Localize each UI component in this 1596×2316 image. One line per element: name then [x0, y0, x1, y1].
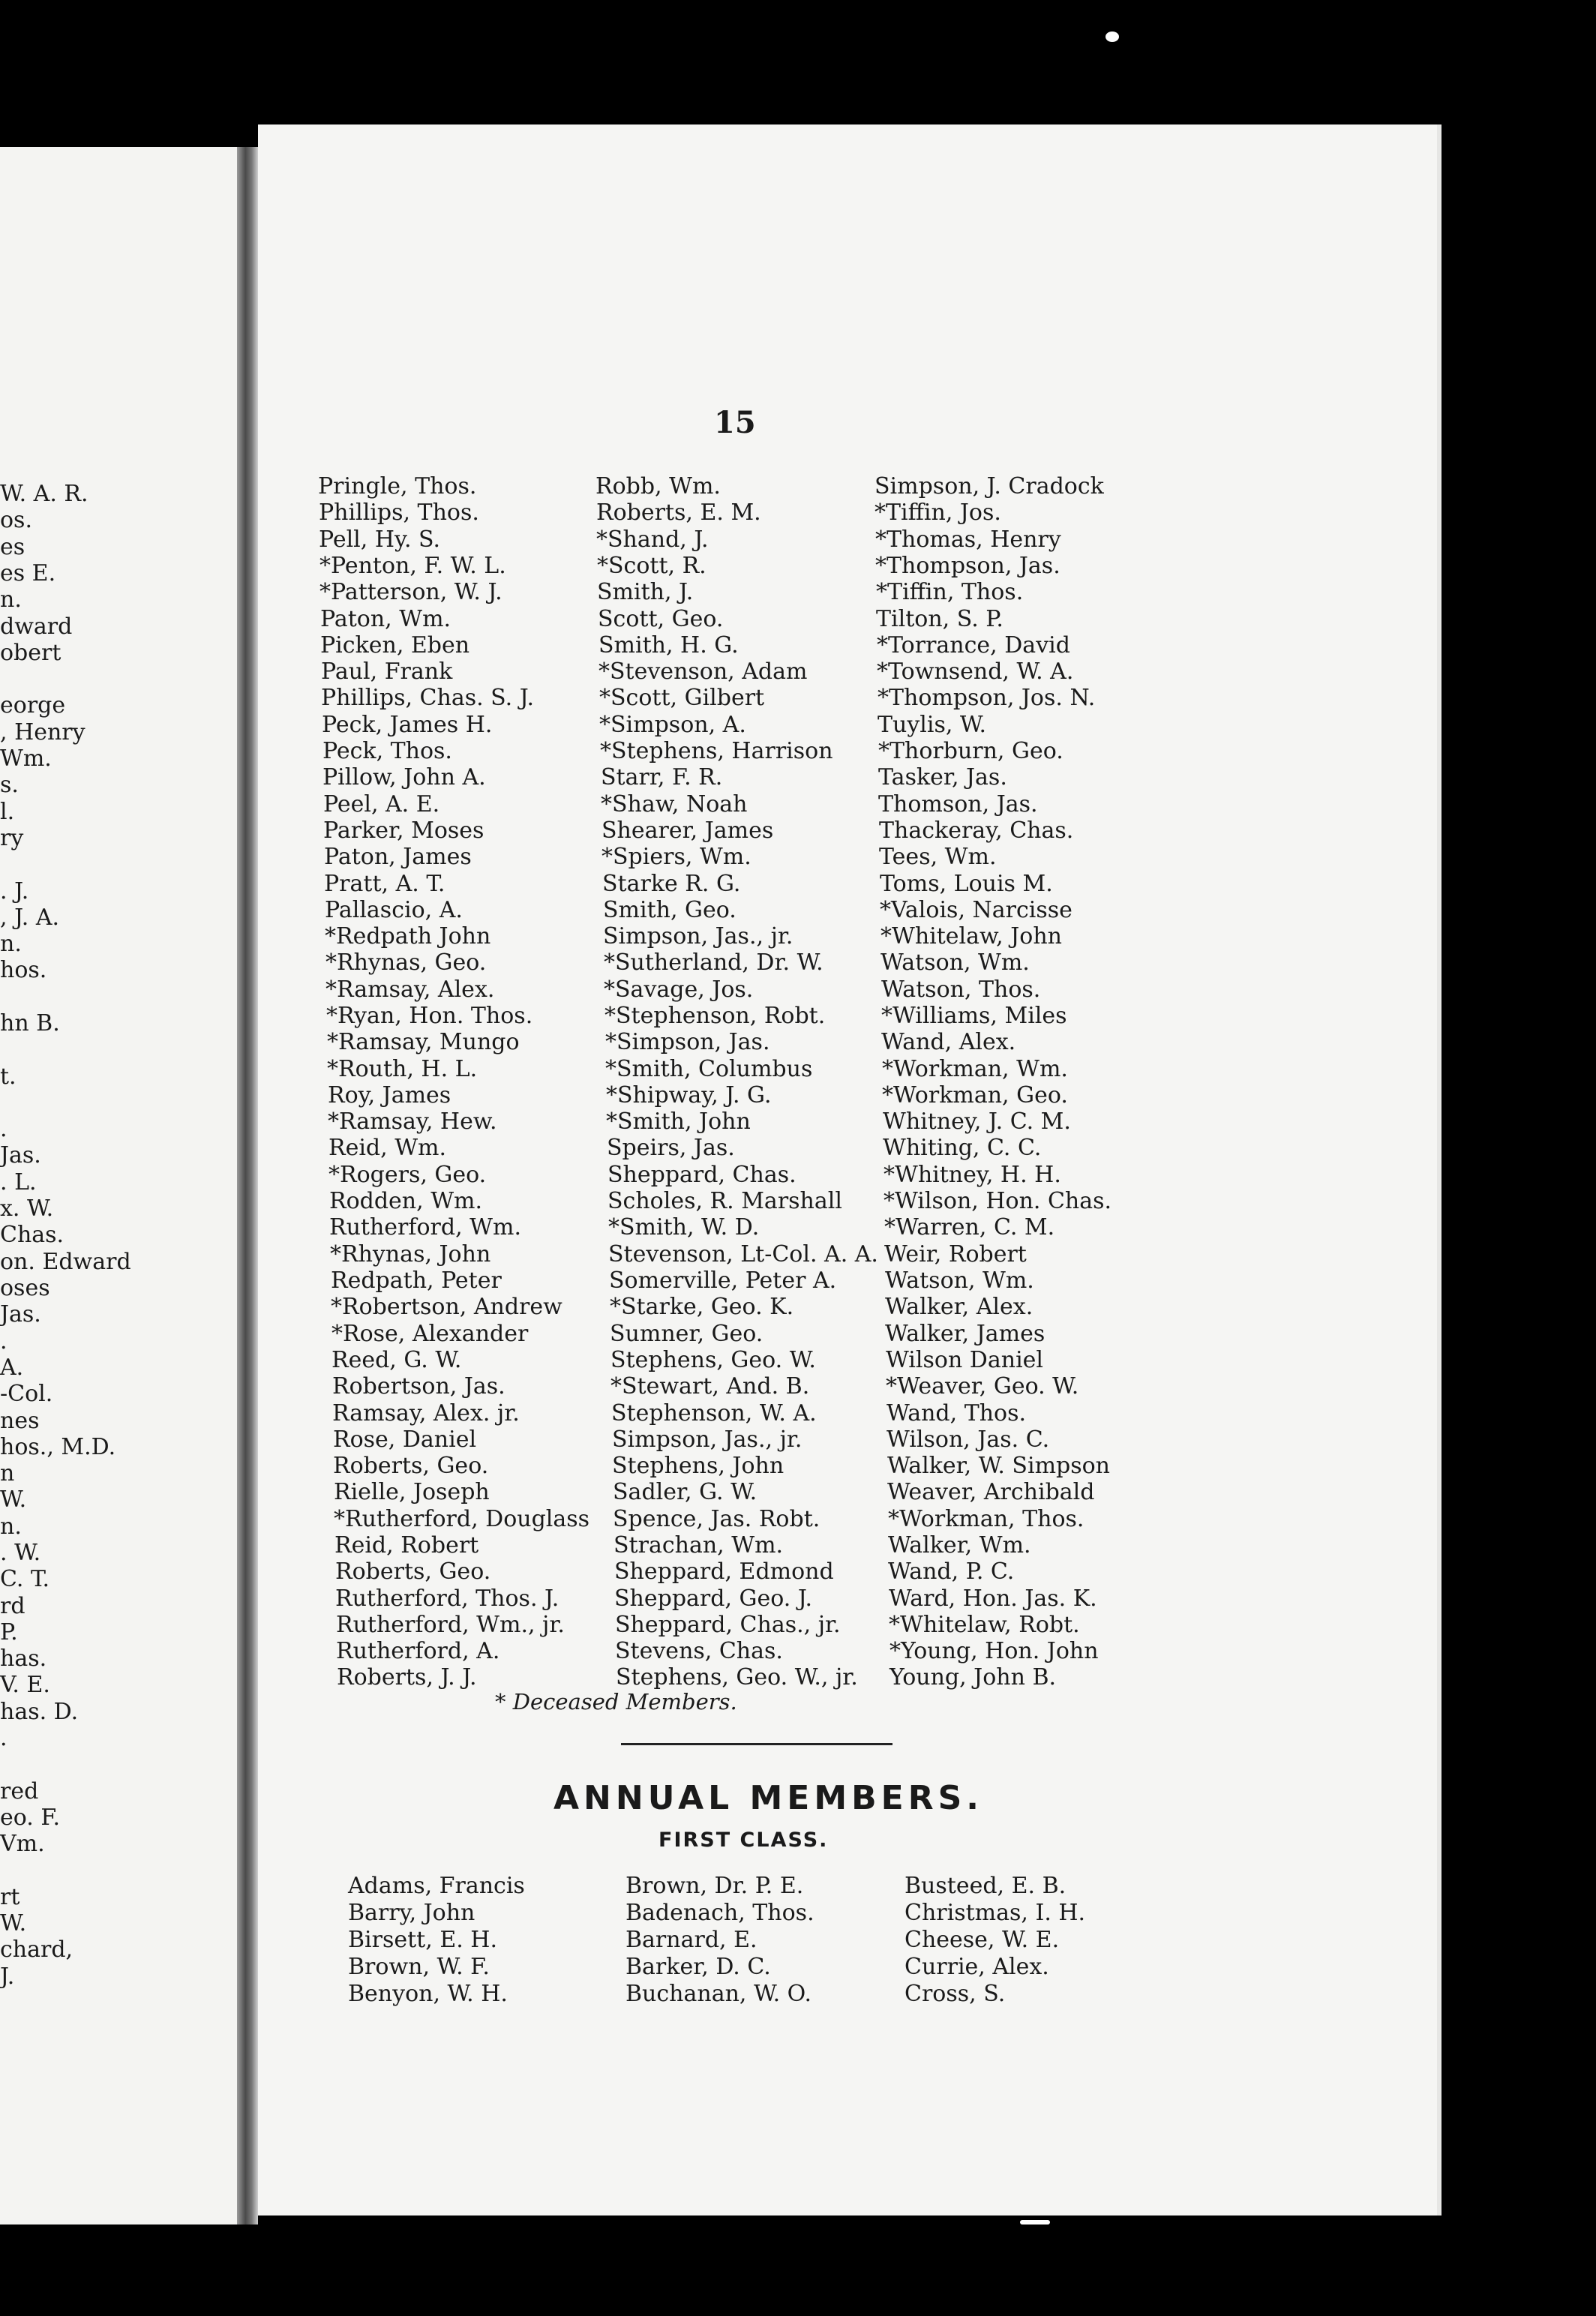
left-page-fragment: red — [0, 1778, 39, 1804]
left-page-fragment: -Col. — [0, 1381, 53, 1407]
member-entry: Smith, J. — [597, 579, 694, 605]
annual-member-entry: Benyon, W. H. — [348, 1981, 508, 2007]
member-entry: *Townsend, W. A. — [877, 658, 1074, 685]
member-entry: Stephenson, W. A. — [611, 1400, 817, 1426]
member-entry: *Simpson, Jas. — [605, 1029, 770, 1055]
left-page-fragment: J. — [0, 1964, 15, 1990]
member-entry: *Penton, F. W. L. — [320, 553, 506, 579]
member-entry: Parker, Moses — [323, 818, 484, 844]
member-entry: Rutherford, Wm., jr. — [336, 1612, 565, 1638]
left-page-fragment: eorge — [0, 692, 66, 718]
member-entry: *Ramsay, Mungo — [327, 1029, 520, 1055]
right-page — [258, 124, 1437, 2216]
left-page-fragment: n. — [0, 586, 22, 613]
member-entry: Shearer, James — [602, 818, 774, 844]
member-entry: Reid, Wm. — [328, 1135, 447, 1161]
deceased-note: * Deceased Members. — [495, 1689, 737, 1714]
member-entry: *Weaver, Geo. W. — [886, 1373, 1079, 1400]
left-page-fragment: . — [0, 1328, 8, 1354]
left-page-fragment: W. — [0, 1910, 27, 1936]
member-entry: Spence, Jas. Robt. — [613, 1506, 820, 1532]
left-page-fragment: rd — [0, 1593, 26, 1619]
left-page-fragment: oses — [0, 1275, 50, 1301]
page-number: 15 — [714, 405, 756, 440]
left-page — [0, 147, 242, 2224]
member-entry: Smith, Geo. — [603, 897, 736, 923]
member-entry: Whiting, C. C. — [883, 1135, 1042, 1161]
member-entry: Stevenson, Lt-Col. A. A. — [608, 1241, 878, 1268]
member-entry: *Rhynas, John — [330, 1241, 491, 1268]
member-entry: Wand, Alex. — [881, 1029, 1016, 1055]
member-entry: Wand, Thos. — [886, 1400, 1027, 1426]
member-entry: *Torrance, David — [877, 632, 1070, 658]
member-entry: *Workman, Geo. — [882, 1082, 1068, 1108]
member-entry: *Scott, R. — [597, 553, 706, 579]
left-page-fragment: A. — [0, 1354, 24, 1381]
member-entry: Sadler, G. W. — [613, 1479, 758, 1505]
member-entry: Peck, James H. — [322, 712, 493, 738]
member-entry: Wand, P. C. — [888, 1558, 1015, 1585]
member-entry: *Redpath John — [325, 923, 491, 950]
member-entry: *Savage, Jos. — [604, 976, 754, 1003]
left-page-fragment: ry — [0, 825, 24, 851]
member-entry: *Thomas, Henry — [875, 526, 1061, 553]
member-entry: *Smith, W. D. — [608, 1214, 760, 1240]
left-page-fragment: es — [0, 534, 26, 560]
member-entry: Rielle, Joseph — [334, 1479, 490, 1505]
annual-member-entry: Barnard, E. — [626, 1927, 758, 1953]
left-page-fragment: Chas. — [0, 1222, 64, 1248]
member-entry: *Simpson, A. — [599, 712, 746, 738]
member-entry: Pallascio, A. — [325, 897, 463, 923]
member-entry: *Smith, John — [606, 1108, 751, 1135]
member-entry: *Tiffin, Jos. — [874, 500, 1001, 526]
left-page-fragment: . L. — [0, 1169, 37, 1196]
member-entry: Simpson, Jas., jr. — [603, 923, 794, 950]
left-page-fragment: n. — [0, 931, 22, 957]
member-entry: *Tiffin, Thos. — [876, 579, 1024, 605]
left-page-fragment: on. Edward — [0, 1249, 131, 1275]
left-page-fragment: rt — [0, 1884, 20, 1910]
left-page-fragment: s. — [0, 772, 19, 798]
member-entry: Roy, James — [328, 1082, 452, 1108]
member-entry: Thomson, Jas. — [878, 791, 1038, 818]
member-entry: Pillow, John A. — [322, 764, 486, 790]
member-entry: Peck, Thos. — [322, 738, 452, 764]
left-page-fragment: W. A. R. — [0, 481, 88, 507]
speck-mark — [1106, 32, 1119, 42]
member-entry: Watson, Thos. — [881, 976, 1041, 1003]
member-entry: *Starke, Geo. K. — [610, 1294, 794, 1320]
member-entry: *Sutherland, Dr. W. — [604, 950, 824, 976]
member-entry: Weaver, Archibald — [887, 1479, 1095, 1505]
member-entry: Rodden, Wm. — [329, 1188, 483, 1214]
member-entry: Wilson Daniel — [886, 1347, 1044, 1373]
left-page-fragment: chard, — [0, 1936, 74, 1963]
member-entry: *Rogers, Geo. — [328, 1162, 487, 1188]
left-page-fragment: Jas. — [0, 1301, 41, 1328]
member-entry: Sheppard, Chas. — [608, 1162, 796, 1188]
annual-member-entry: Brown, W. F. — [348, 1954, 490, 1980]
annual-member-entry: Barry, John — [348, 1900, 476, 1926]
member-entry: *Patterson, W. J. — [320, 579, 502, 605]
member-entry: Tees, Wm. — [879, 844, 997, 870]
member-entry: *Rhynas, Geo. — [326, 950, 487, 976]
member-entry: Stephens, John — [612, 1453, 784, 1479]
member-entry: Paton, James — [324, 844, 472, 870]
left-page-fragment: Vm. — [0, 1831, 45, 1857]
annual-member-entry: Badenach, Thos. — [626, 1900, 814, 1926]
member-entry: Wilson, Jas. C. — [886, 1426, 1050, 1453]
left-page-fragment: Wm. — [0, 746, 52, 772]
member-entry: *Smith, Columbus — [605, 1056, 813, 1082]
member-entry: *Wilson, Hon. Chas. — [884, 1188, 1112, 1214]
left-page-fragment: hos., M.D. — [0, 1434, 116, 1460]
member-entry: Ward, Hon. Jas. K. — [889, 1586, 1097, 1612]
member-entry: Walker, Wm. — [888, 1532, 1031, 1558]
member-entry: Phillips, Chas. S. J. — [321, 685, 534, 711]
left-page-fragment: . W. — [0, 1540, 41, 1566]
member-entry: Weir, Robert — [884, 1241, 1027, 1268]
member-entry: *Rose, Alexander — [332, 1321, 529, 1347]
member-entry: *Warren, C. M. — [884, 1214, 1055, 1240]
member-entry: *Workman, Thos. — [888, 1506, 1084, 1532]
member-entry: Walker, James — [885, 1321, 1046, 1347]
member-entry: *Thorburn, Geo. — [878, 738, 1064, 764]
member-entry: Redpath, Peter — [331, 1268, 502, 1294]
member-entry: Walker, Alex. — [885, 1294, 1034, 1320]
member-entry: Somerville, Peter A. — [609, 1268, 837, 1294]
section-subtitle: FIRST CLASS. — [658, 1828, 829, 1852]
left-page-fragment: , J. A. — [0, 904, 60, 931]
member-entry: Watson, Wm. — [885, 1268, 1034, 1294]
annual-member-entry: Cheese, W. E. — [904, 1927, 1060, 1953]
member-entry: Pell, Hy. S. — [319, 526, 441, 553]
member-entry: *Young, Hon. John — [890, 1638, 1099, 1664]
left-page-fragment: es E. — [0, 560, 56, 586]
left-page-fragment: l. — [0, 799, 15, 825]
member-entry: Thackeray, Chas. — [879, 818, 1074, 844]
member-entry: Simpson, J. Cradock — [874, 473, 1104, 500]
member-entry: Roberts, J. J. — [337, 1664, 477, 1690]
member-entry: Roberts, Geo. — [335, 1558, 491, 1585]
member-entry: *Williams, Miles — [881, 1003, 1067, 1029]
member-entry: Picken, Eben — [320, 632, 470, 658]
member-entry: *Rutherford, Douglass — [334, 1506, 590, 1532]
member-entry: Walker, W. Simpson — [887, 1453, 1110, 1479]
member-entry: *Shaw, Noah — [601, 791, 748, 818]
member-entry: *Ryan, Hon. Thos. — [326, 1003, 533, 1029]
member-entry: Tuylis, W. — [878, 712, 987, 738]
left-page-fragment: V. E. — [0, 1672, 50, 1698]
member-entry: Peel, A. E. — [323, 791, 440, 818]
member-entry: *Shand, J. — [596, 526, 709, 553]
member-entry: *Whitelaw, Robt. — [889, 1612, 1080, 1638]
left-page-fragment: hn B. — [0, 1010, 60, 1036]
page-gutter — [237, 147, 258, 2224]
left-page-fragment: . — [0, 1116, 8, 1142]
member-entry: Rose, Daniel — [333, 1426, 477, 1453]
annual-member-entry: Currie, Alex. — [904, 1954, 1049, 1980]
member-entry: Rutherford, A. — [336, 1638, 500, 1664]
annual-member-entry: Cross, S. — [904, 1981, 1006, 2007]
member-entry: Robertson, Jas. — [332, 1373, 506, 1400]
member-entry: Phillips, Thos. — [319, 500, 479, 526]
member-entry: *Thompson, Jos. N. — [878, 685, 1096, 711]
member-entry: *Spiers, Wm. — [602, 844, 752, 870]
left-page-fragment: dward — [0, 614, 73, 640]
left-page-fragment: , Henry — [0, 719, 86, 746]
left-page-fragment: C. T. — [0, 1566, 50, 1592]
member-entry: Reed, G. W. — [332, 1347, 462, 1373]
member-entry: *Valois, Narcisse — [880, 897, 1072, 923]
member-entry: Toms, Louis M. — [880, 871, 1053, 897]
member-entry: Reid, Robert — [334, 1532, 479, 1558]
left-page-fragment: . J. — [0, 878, 29, 904]
left-page-fragment: Jas. — [0, 1142, 41, 1168]
member-entry: Smith, H. G. — [598, 632, 739, 658]
member-entry: Rutherford, Thos. J. — [335, 1586, 560, 1612]
member-entry: *Ramsay, Hew. — [328, 1108, 497, 1135]
member-entry: *Stevenson, Adam — [598, 658, 808, 685]
annual-member-entry: Christmas, I. H. — [904, 1900, 1086, 1926]
speck-mark — [1020, 2220, 1050, 2224]
member-entry: *Ramsay, Alex. — [326, 976, 495, 1003]
member-entry: *Whitelaw, John — [880, 923, 1062, 950]
annual-member-entry: Brown, Dr. P. E. — [626, 1873, 804, 1899]
left-page-fragment: x. W. — [0, 1196, 54, 1222]
member-entry: *Workman, Wm. — [882, 1056, 1068, 1082]
member-entry: Robb, Wm. — [596, 473, 721, 500]
member-entry: Starr, F. R. — [601, 764, 723, 790]
left-page-fragment: . — [0, 1725, 8, 1751]
member-entry: Stephens, Geo. W., jr. — [616, 1664, 858, 1690]
member-entry: Paul, Frank — [321, 658, 453, 685]
member-entry: *Robertson, Andrew — [331, 1294, 562, 1320]
member-entry: Tilton, S. P. — [876, 606, 1004, 632]
annual-member-entry: Birsett, E. H. — [348, 1927, 497, 1953]
member-entry: *Shipway, J. G. — [606, 1082, 772, 1108]
section-divider — [621, 1743, 892, 1745]
member-entry: Scholes, R. Marshall — [608, 1188, 842, 1214]
left-page-fragment: W. — [0, 1486, 27, 1513]
member-entry: *Whitney, H. H. — [884, 1162, 1061, 1188]
member-entry: Whitney, J. C. M. — [883, 1108, 1071, 1135]
member-entry: Watson, Wm. — [880, 950, 1030, 976]
member-entry: *Stephens, Harrison — [600, 738, 833, 764]
left-page-fragment: nes — [0, 1408, 40, 1434]
left-page-fragment: eo. F. — [0, 1804, 61, 1831]
member-entry: Tasker, Jas. — [878, 764, 1007, 790]
annual-member-entry: Busteed, E. B. — [904, 1873, 1066, 1899]
member-entry: Roberts, Geo. — [333, 1453, 489, 1479]
member-entry: *Stewart, And. B. — [610, 1373, 810, 1400]
member-entry: Sumner, Geo. — [610, 1321, 764, 1347]
annual-member-entry: Barker, D. C. — [626, 1954, 771, 1980]
member-entry: Ramsay, Alex. jr. — [332, 1400, 520, 1426]
member-entry: Rutherford, Wm. — [329, 1214, 521, 1240]
left-page-fragment: os. — [0, 507, 32, 533]
member-entry: Speirs, Jas. — [607, 1135, 735, 1161]
left-page-fragment: hos. — [0, 957, 47, 983]
left-page-fragment: P. — [0, 1619, 18, 1646]
left-page-fragment: has. — [0, 1646, 47, 1672]
member-entry: *Stephenson, Robt. — [604, 1003, 826, 1029]
left-page-fragment: t. — [0, 1064, 16, 1090]
left-page-fragment: n. — [0, 1514, 22, 1540]
section-title: ANNUAL MEMBERS. — [554, 1779, 983, 1817]
member-entry: Sheppard, Geo. J. — [614, 1586, 813, 1612]
member-entry: Pratt, A. T. — [324, 871, 446, 897]
member-entry: Scott, Geo. — [598, 606, 724, 632]
annual-member-entry: Buchanan, W. O. — [626, 1981, 812, 2007]
member-entry: Stephens, Geo. W. — [610, 1347, 816, 1373]
member-entry: Paton, Wm. — [320, 606, 452, 632]
member-entry: Starke R. G. — [602, 871, 741, 897]
left-page-fragment: n — [0, 1460, 15, 1486]
annual-member-entry: Adams, Francis — [348, 1873, 525, 1899]
member-entry: Sheppard, Edmond — [614, 1558, 834, 1585]
member-entry: Simpson, Jas., jr. — [612, 1426, 802, 1453]
member-entry: Stevens, Chas. — [615, 1638, 783, 1664]
member-entry: *Thompson, Jas. — [875, 553, 1060, 579]
member-entry: Pringle, Thos. — [318, 473, 477, 500]
member-entry: *Scott, Gilbert — [599, 685, 765, 711]
member-entry: *Routh, H. L. — [327, 1056, 478, 1082]
left-page-fragment: obert — [0, 640, 62, 666]
member-entry: Strachan, Wm. — [614, 1532, 784, 1558]
member-entry: Roberts, E. M. — [596, 500, 761, 526]
member-entry: Sheppard, Chas., jr. — [615, 1612, 841, 1638]
left-page-fragment: has. D. — [0, 1699, 79, 1725]
member-entry: Young, John B. — [890, 1664, 1057, 1690]
